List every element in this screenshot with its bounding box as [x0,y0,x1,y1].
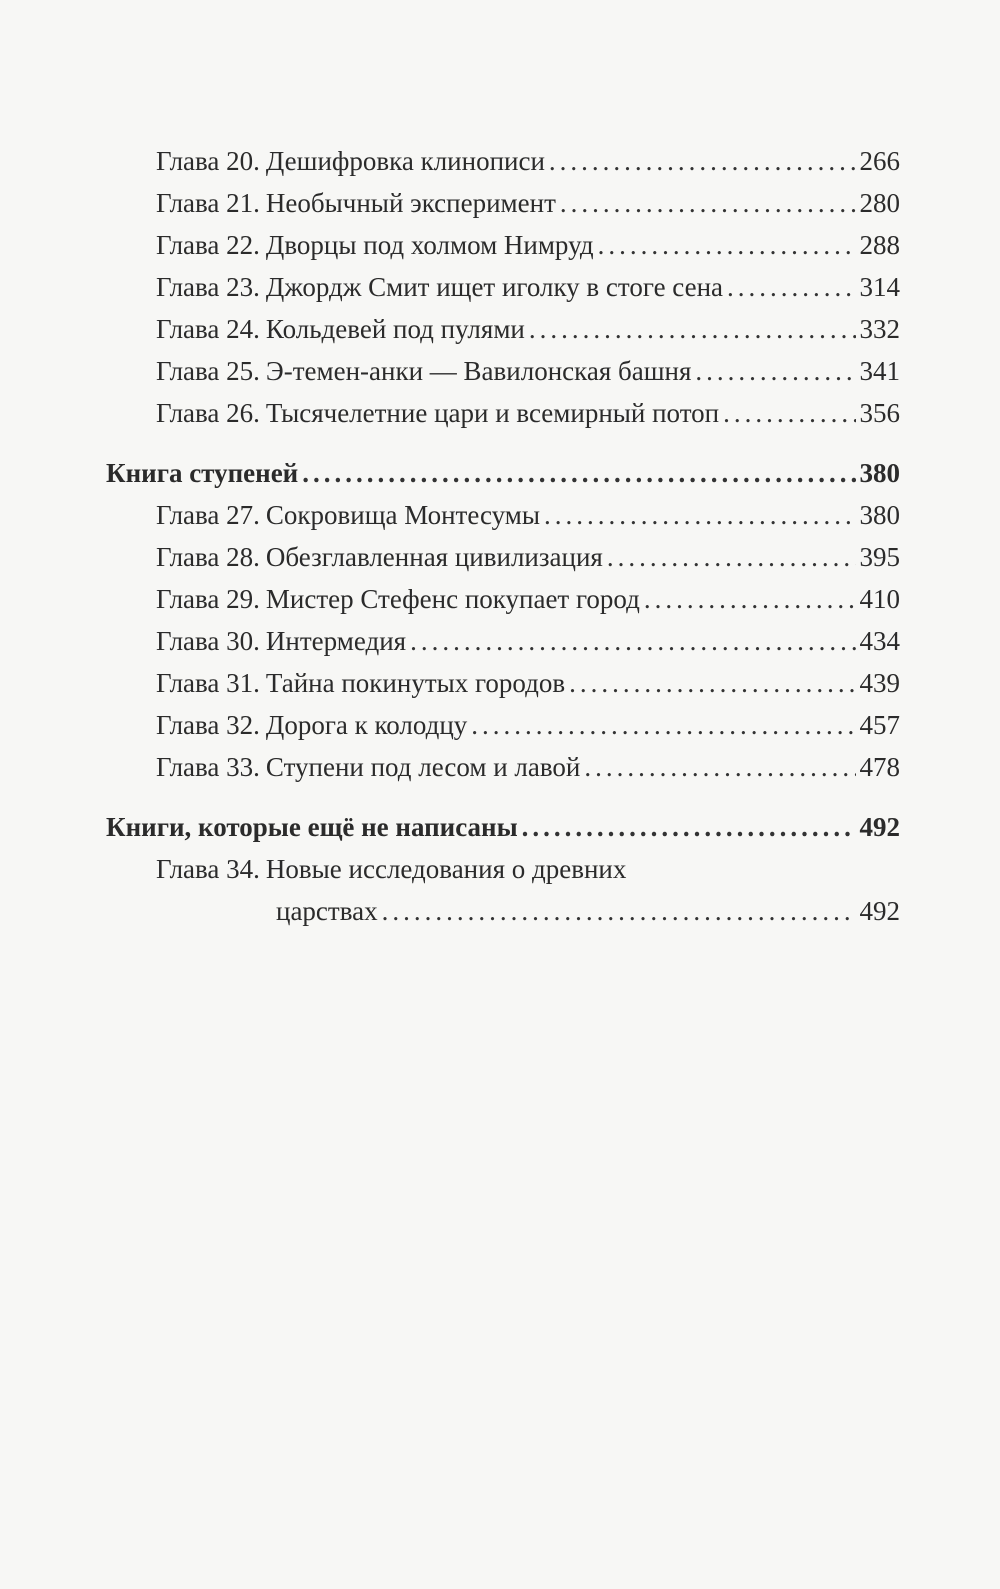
leader-dots [723,392,855,434]
leader-dots [584,746,855,788]
leader-dots [529,308,856,350]
page-number: 332 [859,314,900,344]
toc-entry-chapter-20 [106,140,900,182]
toc-entry-chapter-24 [106,308,900,350]
chapter-title-line-1 [106,848,900,890]
chapter-title: Дворцы под холмом Нимруд [265,230,594,260]
leader-dots [569,662,855,704]
chapter-title: Обезглавленная цивилизация [265,542,603,572]
page-number: 341 [859,356,900,386]
page-number: 288 [859,230,900,260]
leader-dots [695,350,855,392]
chapter-number: Глава 26. [156,398,260,428]
chapter-number: Глава 25. [156,356,260,386]
leader-dots [382,890,856,932]
section-title: Книги, которые ещё не написаны [106,812,518,842]
leader-dots [607,536,856,578]
chapter-number: Глава 28. [156,542,260,572]
chapter-title: Тайна покинутых городов [265,668,566,698]
page-number: 457 [859,710,900,740]
toc-entry-chapter-26 [106,392,900,434]
page-number: 356 [859,398,900,428]
leader-dots [544,494,855,536]
page-number: 380 [859,458,900,488]
page-number: 280 [859,188,900,218]
leader-dots [644,578,856,620]
leader-dots [598,224,856,266]
chapter-number: Глава 30. [156,626,260,656]
chapter-number: Глава 34. [156,854,260,884]
chapter-number: Глава 27. [156,500,260,530]
chapter-number: Глава 24. [156,314,260,344]
leader-dots [410,620,855,662]
page-number: 434 [859,626,900,656]
leader-dots [549,140,856,182]
toc-entry-chapter-23 [106,266,900,308]
page-number: 395 [859,542,900,572]
section-gap [106,434,900,452]
toc-entry-chapter-22 [106,224,900,266]
leader-dots [471,704,855,746]
page-number: 492 [859,896,900,926]
toc-section-book-of-steps [106,452,900,494]
page-number: 492 [859,812,900,842]
toc-entry-chapter-31 [106,662,900,704]
chapter-title-continued: царствах [276,896,378,926]
page-number: 380 [859,500,900,530]
chapter-title: Мистер Стефенс покупает город [265,584,640,614]
chapter-title: Тысячелетние цари и всемирный потоп [265,398,720,428]
chapter-title: Дешифровка клинописи [265,146,545,176]
chapter-number: Глава 31. [156,668,260,698]
toc-entry-chapter-32 [106,704,900,746]
leader-dots [302,452,855,494]
chapter-number: Глава 21. [156,188,260,218]
chapter-title-line-2 [106,890,900,932]
chapter-number: Глава 32. [156,710,260,740]
chapter-title: Необычный эксперимент [265,188,556,218]
chapter-title: Сокровища Монтесумы [265,500,541,530]
section-gap [106,788,900,806]
chapter-title: Э-темен-анки — Вавилонская башня [265,356,692,386]
section-title: Книга ступеней [106,458,299,488]
page-number: 439 [859,668,900,698]
chapter-number: Глава 23. [156,272,260,302]
chapter-title: Ступени под лесом и лавой [265,752,581,782]
table-of-contents [106,140,900,932]
toc-entry-chapter-27 [106,494,900,536]
toc-entry-chapter-29 [106,578,900,620]
chapter-number: Глава 29. [156,584,260,614]
chapter-title: Интермедия [265,626,407,656]
page-number: 410 [859,584,900,614]
chapter-title: Новые исследования о древних [265,854,627,884]
toc-entry-chapter-34 [106,848,900,932]
chapter-number: Глава 22. [156,230,260,260]
leader-dots [560,182,856,224]
toc-entry-chapter-25 [106,350,900,392]
chapter-title: Дорога к колодцу [265,710,468,740]
chapter-number: Глава 20. [156,146,260,176]
toc-entry-chapter-21 [106,182,900,224]
chapter-title: Кольдевей под пулями [265,314,525,344]
toc-entry-chapter-30 [106,620,900,662]
leader-dots [522,806,856,848]
page-number: 266 [859,146,900,176]
chapter-number: Глава 33. [156,752,260,782]
leader-dots [727,266,855,308]
chapter-title: Джордж Смит ищет иголку в стоге сена [265,272,724,302]
page-number: 314 [859,272,900,302]
page-number: 478 [859,752,900,782]
toc-section-unwritten-books [106,806,900,848]
toc-entry-chapter-28 [106,536,900,578]
toc-entry-chapter-33 [106,746,900,788]
